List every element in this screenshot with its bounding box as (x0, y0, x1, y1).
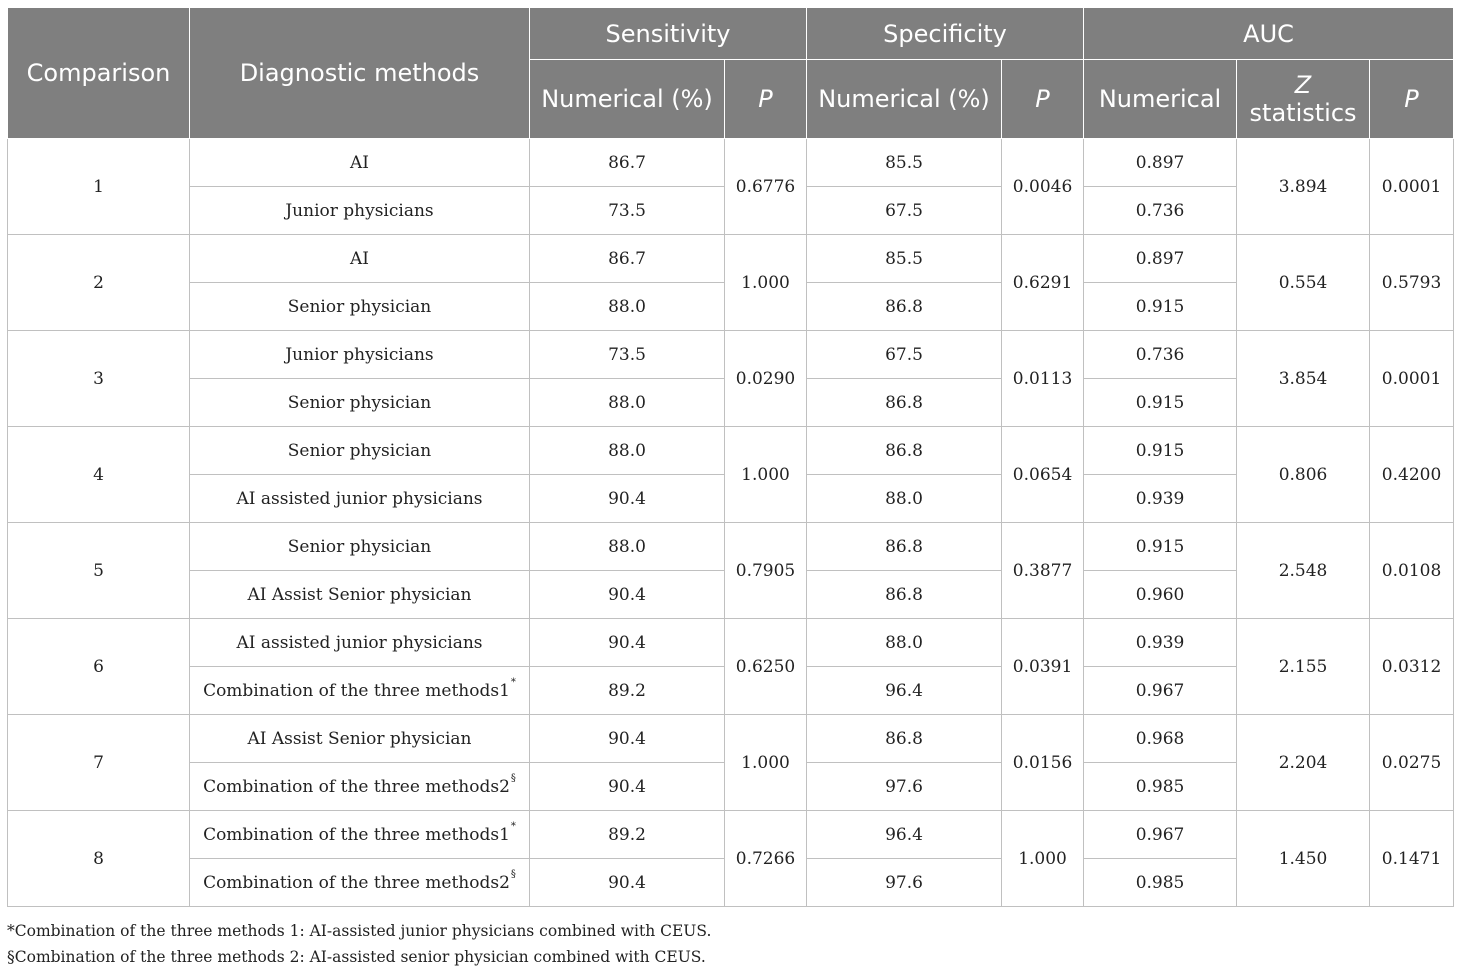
method-name: AI (350, 152, 369, 173)
header-z-letter: Z (1294, 71, 1312, 99)
method-cell (190, 283, 530, 331)
diagnostic-comparison-table (7, 7, 1454, 907)
auc-value: 0.967 (1084, 811, 1237, 859)
sensitivity-p-value: 1.000 (725, 235, 807, 331)
method-name: AI assisted junior physicians (236, 632, 483, 653)
auc-p-value: 0.5793 (1370, 235, 1454, 331)
table-row (8, 619, 1454, 667)
footnote-2: §Combination of the three methods 2: AI-assisted senior physician combined with CEUS. (7, 948, 706, 966)
z-statistic-value: 3.894 (1237, 139, 1370, 235)
sensitivity-value: 90.4 (530, 859, 725, 907)
sensitivity-value: 88.0 (530, 283, 725, 331)
auc-p-value: 0.0108 (1370, 523, 1454, 619)
specificity-value: 86.8 (807, 379, 1002, 427)
specificity-value: 97.6 (807, 763, 1002, 811)
z-statistic-value: 0.806 (1237, 427, 1370, 523)
z-statistic-value: 0.554 (1237, 235, 1370, 331)
method-name: AI (350, 248, 369, 269)
auc-value: 0.897 (1084, 235, 1237, 283)
specificity-value: 96.4 (807, 667, 1002, 715)
auc-p-value: 0.0001 (1370, 331, 1454, 427)
header-comparison: Comparison (8, 8, 190, 139)
specificity-p-value: 0.0046 (1002, 139, 1084, 235)
comparison-id: 4 (8, 427, 190, 523)
sensitivity-value: 73.5 (530, 331, 725, 379)
comparison-id: 7 (8, 715, 190, 811)
method-cell (190, 619, 530, 667)
header-diagnostic-methods: Diagnostic methods (190, 8, 530, 139)
table-row (8, 331, 1454, 379)
header-row-1 (8, 8, 1454, 60)
comparison-id: 1 (8, 139, 190, 235)
specificity-p-value: 0.0391 (1002, 619, 1084, 715)
sensitivity-value: 90.4 (530, 619, 725, 667)
comparison-id: 3 (8, 331, 190, 427)
specificity-p-value: 1.000 (1002, 811, 1084, 907)
auc-value: 0.985 (1084, 763, 1237, 811)
method-name: Senior physician (287, 536, 432, 557)
results-table-container (7, 7, 1453, 907)
footnote-1: *Combination of the three methods 1: AI-assisted junior physicians combined with CEUS. (7, 922, 712, 940)
table-row (8, 235, 1454, 283)
auc-p-value: 0.4200 (1370, 427, 1454, 523)
header-sensitivity-numerical: Numerical (%) (530, 60, 725, 139)
method-name: Junior physicians (285, 200, 434, 221)
comparison-id: 2 (8, 235, 190, 331)
sensitivity-p-value: 0.6250 (725, 619, 807, 715)
table-row (8, 523, 1454, 571)
table-row (8, 715, 1454, 763)
specificity-value: 86.8 (807, 715, 1002, 763)
method-cell (190, 859, 530, 907)
method-cell (190, 523, 530, 571)
header-specificity-numerical: Numerical (%) (807, 60, 1002, 139)
auc-p-value: 0.0001 (1370, 139, 1454, 235)
specificity-p-value: 0.0654 (1002, 427, 1084, 523)
table-footnotes (7, 918, 711, 970)
sensitivity-value: 90.4 (530, 475, 725, 523)
sensitivity-value: 90.4 (530, 763, 725, 811)
z-statistic-value: 2.548 (1237, 523, 1370, 619)
sensitivity-p-value: 1.000 (725, 715, 807, 811)
method-cell (190, 667, 530, 715)
sensitivity-p-value: 1.000 (725, 427, 807, 523)
auc-value: 0.915 (1084, 283, 1237, 331)
specificity-p-value: 0.3877 (1002, 523, 1084, 619)
footnote-marker: § (510, 772, 516, 784)
table-row (8, 427, 1454, 475)
table-row (8, 139, 1454, 187)
header-auc: AUC (1084, 8, 1454, 60)
specificity-value: 88.0 (807, 619, 1002, 667)
method-name: Junior physicians (285, 344, 434, 365)
auc-value: 0.915 (1084, 427, 1237, 475)
footnote-marker: § (510, 868, 516, 880)
method-cell (190, 571, 530, 619)
method-cell (190, 715, 530, 763)
z-statistic-value: 1.450 (1237, 811, 1370, 907)
sensitivity-value: 90.4 (530, 571, 725, 619)
method-name: Senior physician (287, 296, 432, 317)
method-cell (190, 763, 530, 811)
sensitivity-p-value: 0.7266 (725, 811, 807, 907)
method-cell (190, 811, 530, 859)
sensitivity-p-value: 0.7905 (725, 523, 807, 619)
header-auc-numerical: Numerical (1084, 60, 1237, 139)
specificity-p-value: 0.0156 (1002, 715, 1084, 811)
method-cell (190, 187, 530, 235)
method-cell (190, 475, 530, 523)
method-cell (190, 139, 530, 187)
specificity-value: 85.5 (807, 139, 1002, 187)
method-name: Combination of the three methods2 (203, 872, 510, 893)
specificity-value: 85.5 (807, 235, 1002, 283)
auc-value: 0.967 (1084, 667, 1237, 715)
specificity-value: 67.5 (807, 187, 1002, 235)
comparison-id: 5 (8, 523, 190, 619)
method-name: Combination of the three methods1 (203, 824, 510, 845)
z-statistic-value: 2.204 (1237, 715, 1370, 811)
auc-value: 0.915 (1084, 379, 1237, 427)
specificity-value: 96.4 (807, 811, 1002, 859)
method-name: Senior physician (287, 440, 432, 461)
z-statistic-value: 3.854 (1237, 331, 1370, 427)
auc-value: 0.968 (1084, 715, 1237, 763)
auc-value: 0.939 (1084, 475, 1237, 523)
footnote-marker: * (510, 676, 516, 688)
specificity-value: 88.0 (807, 475, 1002, 523)
specificity-value: 86.8 (807, 571, 1002, 619)
header-sensitivity: Sensitivity (530, 8, 807, 60)
sensitivity-value: 86.7 (530, 139, 725, 187)
method-name: AI Assist Senior physician (247, 584, 472, 605)
specificity-value: 97.6 (807, 859, 1002, 907)
specificity-p-value: 0.6291 (1002, 235, 1084, 331)
method-cell (190, 331, 530, 379)
method-cell (190, 379, 530, 427)
specificity-p-value: 0.0113 (1002, 331, 1084, 427)
auc-value: 0.960 (1084, 571, 1237, 619)
auc-value: 0.915 (1084, 523, 1237, 571)
specificity-value: 86.8 (807, 427, 1002, 475)
sensitivity-value: 88.0 (530, 379, 725, 427)
auc-p-value: 0.1471 (1370, 811, 1454, 907)
specificity-value: 86.8 (807, 523, 1002, 571)
z-statistic-value: 2.155 (1237, 619, 1370, 715)
sensitivity-value: 90.4 (530, 715, 725, 763)
comparison-id: 8 (8, 811, 190, 907)
method-name: Combination of the three methods1 (203, 680, 510, 701)
sensitivity-value: 88.0 (530, 427, 725, 475)
sensitivity-value: 89.2 (530, 667, 725, 715)
auc-value: 0.736 (1084, 331, 1237, 379)
auc-value: 0.897 (1084, 139, 1237, 187)
method-name: Senior physician (287, 392, 432, 413)
sensitivity-p-value: 0.6776 (725, 139, 807, 235)
auc-p-value: 0.0312 (1370, 619, 1454, 715)
method-name: Combination of the three methods2 (203, 776, 510, 797)
auc-p-value: 0.0275 (1370, 715, 1454, 811)
header-specificity: Specificity (807, 8, 1084, 60)
header-specificity-p: P (1002, 60, 1084, 139)
specificity-value: 67.5 (807, 331, 1002, 379)
table-row (8, 811, 1454, 859)
table-header (8, 8, 1454, 139)
specificity-value: 86.8 (807, 283, 1002, 331)
sensitivity-value: 89.2 (530, 811, 725, 859)
footnote-marker: * (510, 820, 516, 832)
sensitivity-value: 88.0 (530, 523, 725, 571)
sensitivity-value: 86.7 (530, 235, 725, 283)
header-auc-p: P (1370, 60, 1454, 139)
header-sensitivity-p: P (725, 60, 807, 139)
method-cell (190, 427, 530, 475)
method-cell (190, 235, 530, 283)
header-z-statistics (1237, 60, 1370, 139)
auc-value: 0.939 (1084, 619, 1237, 667)
comparison-id: 6 (8, 619, 190, 715)
table-body (8, 139, 1454, 907)
auc-value: 0.736 (1084, 187, 1237, 235)
method-name: AI Assist Senior physician (247, 728, 472, 749)
sensitivity-value: 73.5 (530, 187, 725, 235)
header-z-word: statistics (1249, 99, 1357, 127)
sensitivity-p-value: 0.0290 (725, 331, 807, 427)
method-name: AI assisted junior physicians (236, 488, 483, 509)
auc-value: 0.985 (1084, 859, 1237, 907)
